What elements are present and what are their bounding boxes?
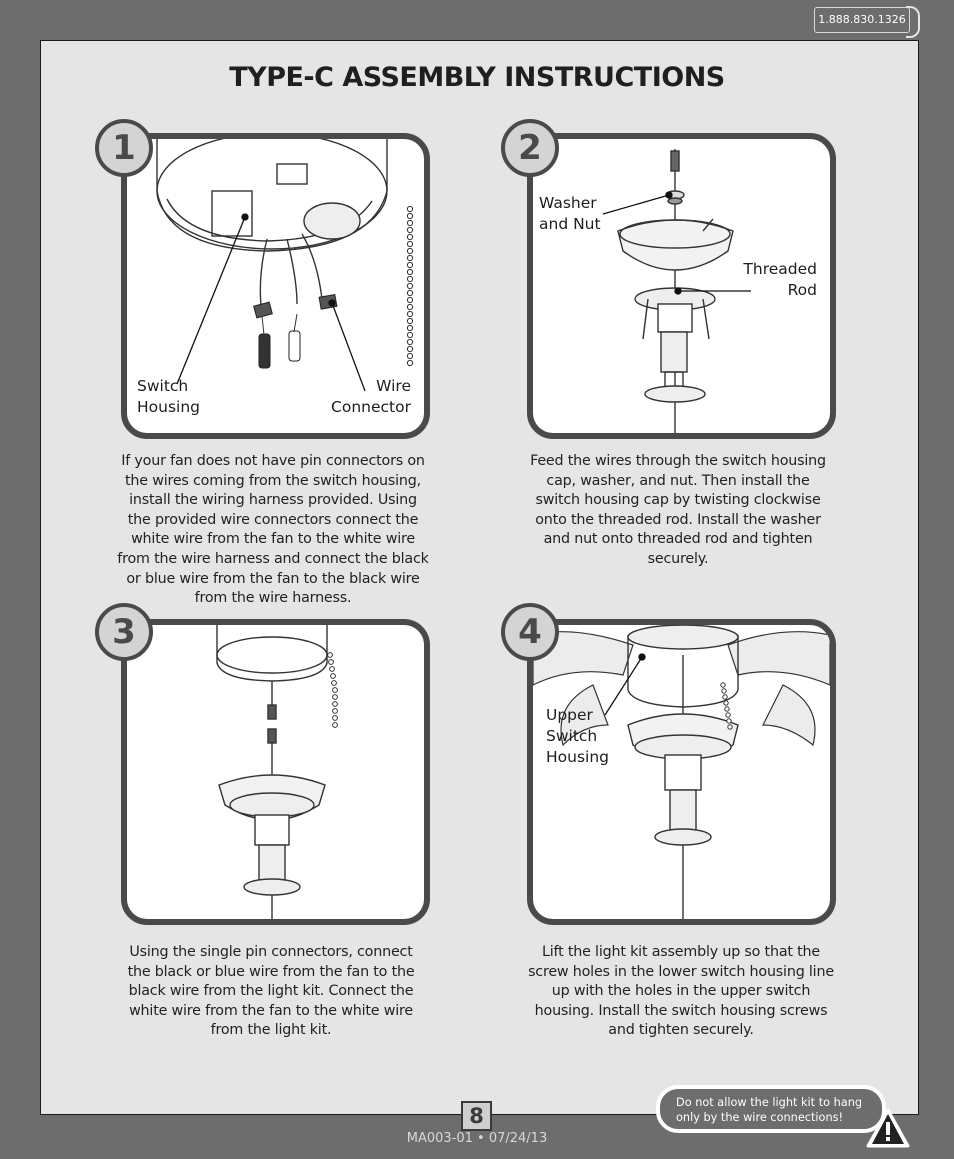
document-id: MA003-01 • 07/24/13	[406, 1131, 548, 1146]
step-4-description: Lift the light kit assembly up so that the screw holes in the lower switch housing line up with the holes in the upper switch housing. Install the switch housing screws and tighten securely.	[528, 944, 834, 1039]
step-1-description: If your fan does not have pin connectors on the wires coming from the switch housing, install the wiring harness provided. Using the provided wire connectors connect the white wire from the fan to the white wire from the wire harness and connect the black or blue wire from the fan to the black wire from the wire harness.	[117, 453, 429, 607]
step-3-illustration-frame	[121, 619, 430, 925]
pin-connector-illustration	[127, 625, 424, 919]
wire-connector-label	[320, 376, 411, 418]
warning-triangle-icon	[866, 1108, 910, 1148]
step-4-illustration-frame	[527, 619, 836, 925]
step-2-badge: 2	[501, 119, 559, 177]
page-number: 8	[461, 1101, 492, 1131]
switch-housing-label	[137, 376, 200, 418]
warning-text: Do not allow the light kit to hang only by the wire connections!	[676, 1096, 863, 1124]
step-3-description: Using the single pin connectors, connect the black or blue wire from the fan to the black wire from the light kit. Connect the white wire from the fan to the white wire from the light kit.	[127, 944, 415, 1039]
step-2-description: Feed the wires through the switch housing cap, washer, and nut. Then install the switch housing cap by twisting clockwise onto the threaded rod. Install the washer and nut onto threaded rod and tighten securely.	[530, 453, 826, 567]
step-4-badge: 4	[501, 603, 559, 661]
upper-switch-housing-label	[546, 705, 609, 768]
upper-switch-housing-label-text: Upper Switch Housing	[546, 706, 610, 766]
phone-number: 1.888.830.1326	[814, 7, 910, 33]
washer-and-nut-label-text: Washer and Nut	[539, 194, 601, 233]
step-3-badge: 3	[95, 603, 153, 661]
page-title: TYPE-C ASSEMBLY INSTRUCTIONS	[229, 62, 725, 93]
washer-and-nut-label	[539, 193, 601, 235]
switch-housing-label-text: Switch Housing	[137, 377, 201, 416]
threaded-rod-label	[735, 259, 817, 301]
light-kit-lift-illustration	[533, 625, 830, 919]
threaded-rod-label-text: Threaded Rod	[743, 260, 817, 299]
wire-connector-label-text: Wire Connector	[331, 377, 411, 416]
warning-callout	[656, 1085, 886, 1133]
page-tab-marker	[906, 6, 920, 38]
step-1-badge: 1	[95, 119, 153, 177]
